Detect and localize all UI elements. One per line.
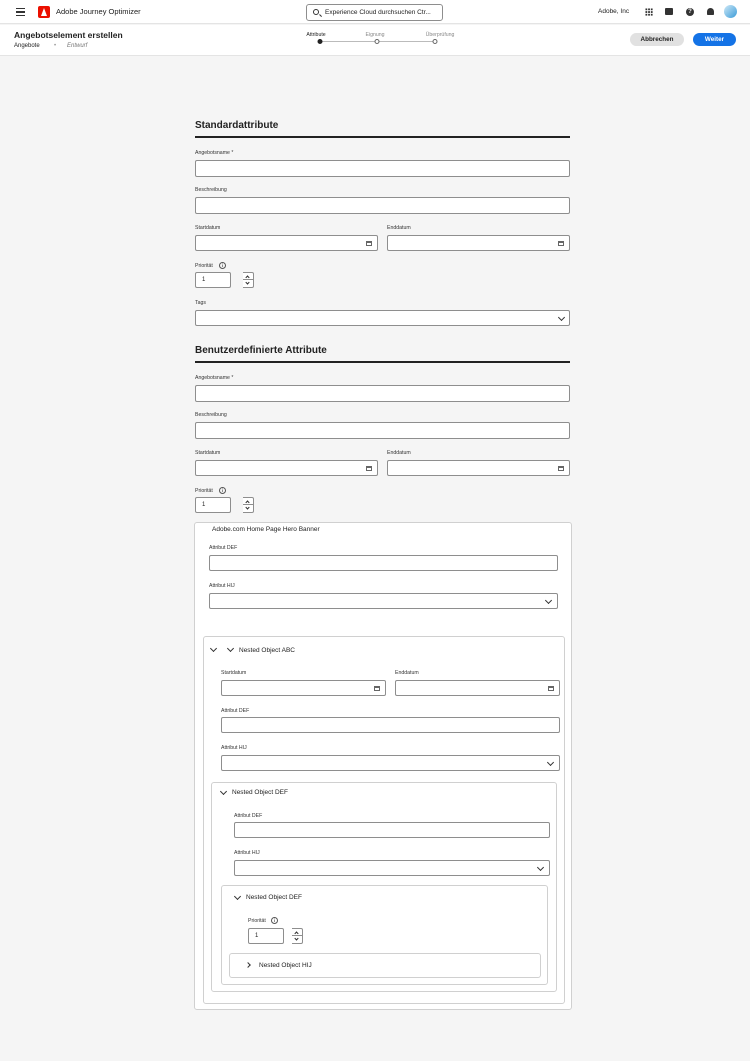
info-icon[interactable]: i <box>219 262 226 269</box>
chevron-up-icon <box>245 500 249 504</box>
custom-offer-name-label <box>195 375 233 381</box>
nested-abc-title[interactable]: Nested Object ABC <box>239 647 295 654</box>
custom-end-date-label: Enddatum <box>387 450 411 456</box>
avatar[interactable] <box>724 5 737 18</box>
custom-start-date-picker-button[interactable] <box>361 460 378 476</box>
step-attribute-label[interactable]: Attribute <box>306 32 326 38</box>
custom-priority-stepper[interactable] <box>243 497 254 513</box>
feedback-icon[interactable] <box>665 8 673 15</box>
chevron-down-icon <box>537 864 544 871</box>
chevron-down-icon <box>245 505 249 509</box>
chevron-down-icon <box>294 936 298 940</box>
offer-name-input[interactable] <box>195 160 570 177</box>
start-date-label: Startdatum <box>195 225 221 231</box>
nested-abc-start-input[interactable] <box>221 680 370 696</box>
nested-abc-attr-def-label: Attribut DEF <box>221 708 250 714</box>
chevron-down-icon <box>558 314 565 321</box>
banner-attr-def-input[interactable] <box>209 555 558 571</box>
section-divider <box>195 361 570 363</box>
step-attribute-dot[interactable] <box>318 39 323 44</box>
breadcrumb[interactable]: Angebote <box>14 43 40 49</box>
chevron-up-icon <box>294 931 298 935</box>
page-header <box>0 25 750 56</box>
increment-button[interactable] <box>292 929 302 936</box>
nested-def-attr-hij-select[interactable] <box>234 860 550 876</box>
nested-abc-attr-hij-select[interactable] <box>221 755 560 771</box>
decrement-button[interactable] <box>243 505 253 512</box>
custom-end-date-input[interactable] <box>387 460 554 476</box>
search-icon <box>313 9 319 15</box>
info-icon[interactable]: i <box>219 487 226 494</box>
custom-description-label: Beschreibung <box>195 412 227 418</box>
apps-grid-icon[interactable] <box>645 8 653 16</box>
start-date-input[interactable] <box>195 235 362 251</box>
nested-abc-start-label: Startdatum <box>221 670 247 676</box>
custom-start-date-input[interactable] <box>195 460 362 476</box>
nested-def-title[interactable]: Nested Object DEF <box>232 789 288 796</box>
increment-button[interactable] <box>243 273 253 280</box>
custom-offer-name-label-text: Angebotsname <box>195 375 230 381</box>
calendar-icon <box>374 686 380 691</box>
calendar-icon <box>366 241 372 246</box>
nested-abc-start-picker-button[interactable] <box>369 680 386 696</box>
required-mark: * <box>231 150 234 156</box>
custom-description-input[interactable] <box>195 422 570 439</box>
custom-end-date-picker-button[interactable] <box>553 460 570 476</box>
end-date-input[interactable] <box>387 235 554 251</box>
app-title[interactable]: Adobe Journey Optimizer <box>56 7 141 16</box>
priority-label: Priorität <box>195 263 213 269</box>
priority-stepper[interactable] <box>243 272 254 288</box>
cancel-button[interactable]: Abbrechen <box>630 33 684 46</box>
help-icon[interactable]: ? <box>686 8 694 16</box>
nested-hij-title[interactable]: Nested Object HIJ <box>259 962 312 969</box>
chevron-down-icon <box>245 280 249 284</box>
chevron-down-icon <box>545 597 552 604</box>
chevron-up-icon <box>245 275 249 279</box>
nested-abc-end-label: Enddatum <box>395 670 419 676</box>
banner-attr-def-label: Attribut DEF <box>209 545 238 551</box>
nested-abc-end-input[interactable] <box>395 680 544 696</box>
step-eignung-dot[interactable] <box>375 39 380 44</box>
section-title-custom: Benutzerdefinierte Attribute <box>195 345 327 356</box>
calendar-icon <box>548 686 554 691</box>
step-eignung-label[interactable]: Eignung <box>365 32 385 38</box>
nested-def-attr-hij-label: Attribut HIJ <box>234 850 260 856</box>
offer-name-label-text: Angebotsname <box>195 150 230 156</box>
tags-select[interactable] <box>195 310 570 326</box>
start-date-picker-button[interactable] <box>361 235 378 251</box>
increment-button[interactable] <box>243 498 253 505</box>
end-date-label: Enddatum <box>387 225 411 231</box>
banner-attr-hij-select[interactable] <box>209 593 558 609</box>
notifications-bell-icon[interactable] <box>707 8 714 15</box>
step-ueberpruefung-dot[interactable] <box>433 39 438 44</box>
top-bar <box>0 0 750 24</box>
page-title: Angebotselement erstellen <box>14 30 123 40</box>
description-label: Beschreibung <box>195 187 227 193</box>
search-placeholder: Experience Cloud durchsuchen Ctr... <box>325 9 431 16</box>
nested-priority-stepper[interactable] <box>292 928 303 944</box>
offer-name-label <box>195 150 233 156</box>
menu-icon[interactable] <box>16 8 25 16</box>
calendar-icon <box>558 241 564 246</box>
org-switcher[interactable]: Adobe, Inc <box>598 8 630 15</box>
banner-attr-hij-label: Attribut HIJ <box>209 583 235 589</box>
priority-input[interactable]: 1 <box>195 272 231 288</box>
section-title-standard: Standardattribute <box>195 120 279 131</box>
custom-offer-name-input[interactable] <box>195 385 570 402</box>
decrement-button[interactable] <box>243 280 253 287</box>
next-button[interactable]: Weiter <box>693 33 736 46</box>
nested-def-attr-def-label: Attribut DEF <box>234 813 263 819</box>
search-input[interactable] <box>306 4 443 21</box>
chevron-down-icon <box>547 759 554 766</box>
description-input[interactable] <box>195 197 570 214</box>
calendar-icon <box>366 466 372 471</box>
step-ueberpruefung-label[interactable]: Überprüfung <box>425 32 455 38</box>
nested-priority-label: Priorität <box>248 918 266 924</box>
nested-abc-attr-def-input[interactable] <box>221 717 560 733</box>
nested-priority-input[interactable]: 1 <box>248 928 284 944</box>
nested-def-attr-def-input[interactable] <box>234 822 550 838</box>
custom-priority-input[interactable]: 1 <box>195 497 231 513</box>
required-mark: * <box>231 375 234 381</box>
section-divider <box>195 136 570 138</box>
custom-start-date-label: Startdatum <box>195 450 221 456</box>
calendar-icon <box>558 466 564 471</box>
info-icon[interactable]: i <box>271 917 278 924</box>
end-date-picker-button[interactable] <box>553 235 570 251</box>
banner-title: Adobe.com Home Page Hero Banner <box>212 526 320 533</box>
nested-abc-end-picker-button[interactable] <box>543 680 560 696</box>
custom-priority-label: Priorität <box>195 488 213 494</box>
status-dot-icon: • <box>54 43 57 49</box>
status-badge: Entwurf <box>67 43 88 49</box>
decrement-button[interactable] <box>292 936 302 943</box>
nested-def-inner-title[interactable]: Nested Object DEF <box>246 894 302 901</box>
adobe-logo-icon[interactable] <box>38 6 50 18</box>
nested-abc-attr-hij-label: Attribut HIJ <box>221 745 247 751</box>
tags-label: Tags <box>195 300 206 306</box>
